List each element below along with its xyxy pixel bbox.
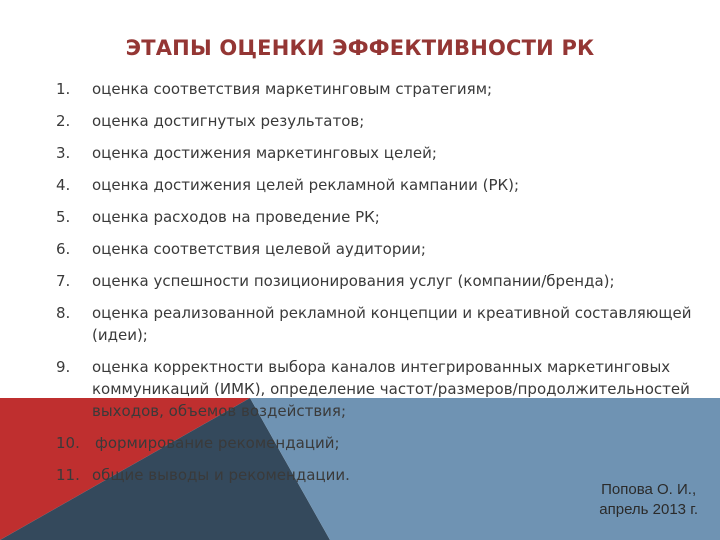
author-date: апрель 2013 г.: [599, 501, 698, 518]
list-item: [56, 238, 706, 260]
item-text: оценка соответствия целевой аудитории;: [92, 240, 426, 258]
list-item: [56, 78, 706, 100]
stages-list: [56, 78, 706, 496]
list-item: [56, 142, 706, 164]
list-item: [56, 432, 706, 454]
item-text: оценка соответствия маркетинговым стратегиям;: [92, 80, 493, 98]
author-name: Попова О. И.,: [601, 481, 697, 498]
item-number: 10.: [56, 434, 80, 452]
item-text: оценка достижения маркетинговых целей;: [92, 144, 437, 162]
item-text: оценка достигнутых результатов;: [92, 112, 365, 130]
item-number: 11.: [56, 466, 80, 484]
item-number: 4.: [56, 176, 71, 194]
item-number: 5.: [56, 208, 71, 226]
list-item: [56, 110, 706, 132]
item-number: 6.: [56, 240, 71, 258]
item-number: 3.: [56, 144, 71, 162]
item-text: оценка достижения целей рекламной кампании (РК);: [92, 176, 520, 194]
item-number: 2.: [56, 112, 71, 130]
item-text: оценка успешности позиционирования услуг (компании/бренда);: [92, 272, 615, 290]
item-text: общие выводы и рекомендации.: [92, 466, 350, 484]
item-number: 9.: [56, 358, 71, 376]
list-item: [56, 302, 706, 346]
item-number: 8.: [56, 304, 71, 322]
list-item: [56, 270, 706, 292]
author-signature: [599, 480, 698, 520]
item-text: оценка расходов на проведение РК;: [92, 208, 380, 226]
item-number: 7.: [56, 272, 71, 290]
list-item: [56, 206, 706, 228]
item-text: формирование рекомендаций;: [95, 434, 340, 452]
item-text: оценка реализованной рекламной концепции и креативной составляющей (идеи);: [92, 304, 692, 344]
list-item: [56, 356, 706, 422]
list-item: [56, 174, 706, 196]
item-number: 1.: [56, 80, 71, 98]
item-text: оценка корректности выбора каналов интегрированных маркетинговых коммуникаций (ИМК), определение частот/размеров/продолжительностей выходов, объемов воздействия;: [92, 358, 690, 420]
slide-title: ЭТАПЫ ОЦЕНКИ ЭФФЕКТИВНОСТИ РК: [125, 36, 595, 60]
